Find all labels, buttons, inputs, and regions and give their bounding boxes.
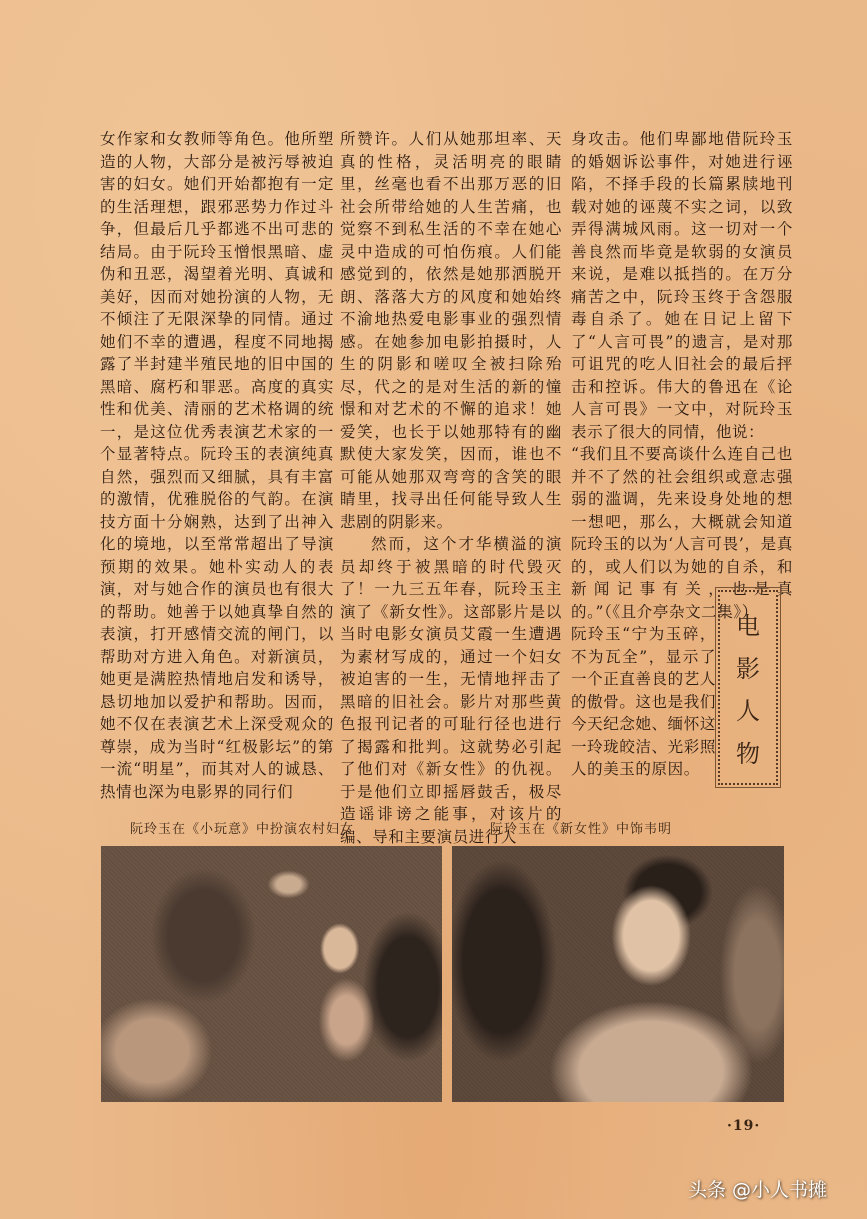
text-column-2 <box>340 128 562 848</box>
lu-xun-quote: “我们且不要高谈什么连自己也并不了然的社会组织或意志强弱的滥调，先来设身处地的想一想吧，那么，大概就会知道阮玲玉的以为‘人言可畏’，是真的，或人们以为她的自杀，和新闻记事有关，也是真的。”（《且介亭杂文二集》） <box>571 445 793 621</box>
paragraph: 女作家和女教师等角色。他所塑造的人物，大部分是被污辱被迫害的妇女。她们开始都抱有一定的生活理想，跟邪恶势力作过斗争，但最后几乎都逃不出可悲的结局。由于阮玲玉憎恨黑暗、虚伪和丑恶，渴望着光明、真诚和美好，因而对她扮演的人物，无不倾注了无限深挚的同情。通过她们不幸的遭遇，程度不同地揭露了半封建半殖民地的旧中国的黑暗、腐朽和罪恶。高度的真实性和优美、清丽的艺术格调的统一，是这位优秀表演艺术家的一个显著特点。阮玲玉的表演纯真自然，强烈而又细腻，具有丰富的激情，优雅脱俗的气韵。在演技方面十分娴熟，达到了出神入化的境地，以至常常超出了导演预期的效果。她朴实动人的表演，对与她合作的演员也有很大的帮助。她善于以她真挚自然的表演，打开感情交流的闸门，以帮助对方进入角色。对新演员，她更是满腔热情地启发和诱导，恳切地加以爱护和帮助。因而，她不仅在表演艺术上深受观众的尊崇，成为当时“红极影坛”的第一流“明星”，而其对人的诚恳、热情也深为电影界的同行们 <box>100 130 334 801</box>
paragraph: 所赞许。人们从她那坦率、天真的性格，灵活明亮的眼睛里，丝毫也看不出那万恶的旧社会所带给她的人生苦痛，也觉察不到私生活的不幸在她心灵中造成的可怕伤痕。人们能感觉到的，依然是她那洒脱开朗、落落大方的风度和她始终不渝地热爱电影事业的强烈情感。在她参加电影拍摄时，人生的阴影和嗟叹全被扫除殆尽，代之的是对生活的新的憧憬和对艺术的不懈的追求！她爱笑，也长于以她那特有的幽默使大家发笑，因而，谁也不可能从她那双弯弯的含笑的眼睛里，找寻出任何能导致人生悲剧的阴影来。 <box>340 130 562 531</box>
section-label-char: 物 <box>736 740 760 769</box>
section-label-box <box>718 590 778 785</box>
section-label-char: 人 <box>736 697 760 726</box>
paragraph: 身攻击。他们卑鄙地借阮玲玉的婚姻诉讼事件，对她进行诬陷，不择手段的长篇累牍地刊载对她的诬蔑不实之词，以致弄得满城风雨。这一切对一个善良然而毕竟是软弱的女演员来说，是难以抵挡的。在万分痛苦之中，阮玲玉终于含怨服毒自杀了。她在日记上留下了“人言可畏”的遗言，是对那可诅咒的吃人旧社会的最后抨击和控诉。伟大的鲁迅在《论人言可畏》一文中，对阮玲玉表示了很大的同情，他说： <box>571 130 793 441</box>
paragraph: 阮玲玉“宁为玉碎，不为瓦全”，显示了一个正直善良的艺人的傲骨。这也是我们今天纪念她、缅怀这一玲珑皎洁、光彩照人的美玉的原因。 <box>571 625 716 778</box>
page-number: ·19· <box>727 1118 761 1134</box>
paragraph: 然而，这个才华横溢的演员却终于被黑暗的时代毁灭了！一九三五年春，阮玲玉主演了《新女性》。这部影片是以当时电影女演员艾霞一生遭遇为素材写成的，通过一个妇女被迫害的一生，无情地抨击了黑暗的旧社会。影片对那些黄色报刊记者的可耻行径也进行了揭露和批判。这就势必引起了他们对《新女性》的仇视。于是他们立即摇唇鼓舌，极尽造谣诽谤之能事，对该片的编、导和主要演员进行人 <box>340 535 562 846</box>
section-label-char: 影 <box>736 654 760 683</box>
watermark: 头条 @小人书摊 <box>688 1179 828 1201</box>
section-label-char: 电 <box>736 611 760 640</box>
text-column-1 <box>100 128 334 803</box>
photo-caption-2: 阮玲玉在《新女性》中饰韦明 <box>490 822 673 837</box>
film-still-photo-2 <box>452 846 784 1102</box>
film-still-photo-1 <box>101 846 442 1102</box>
photo-caption-1: 阮玲玉在《小玩意》中扮演农村妇女 <box>130 822 355 837</box>
